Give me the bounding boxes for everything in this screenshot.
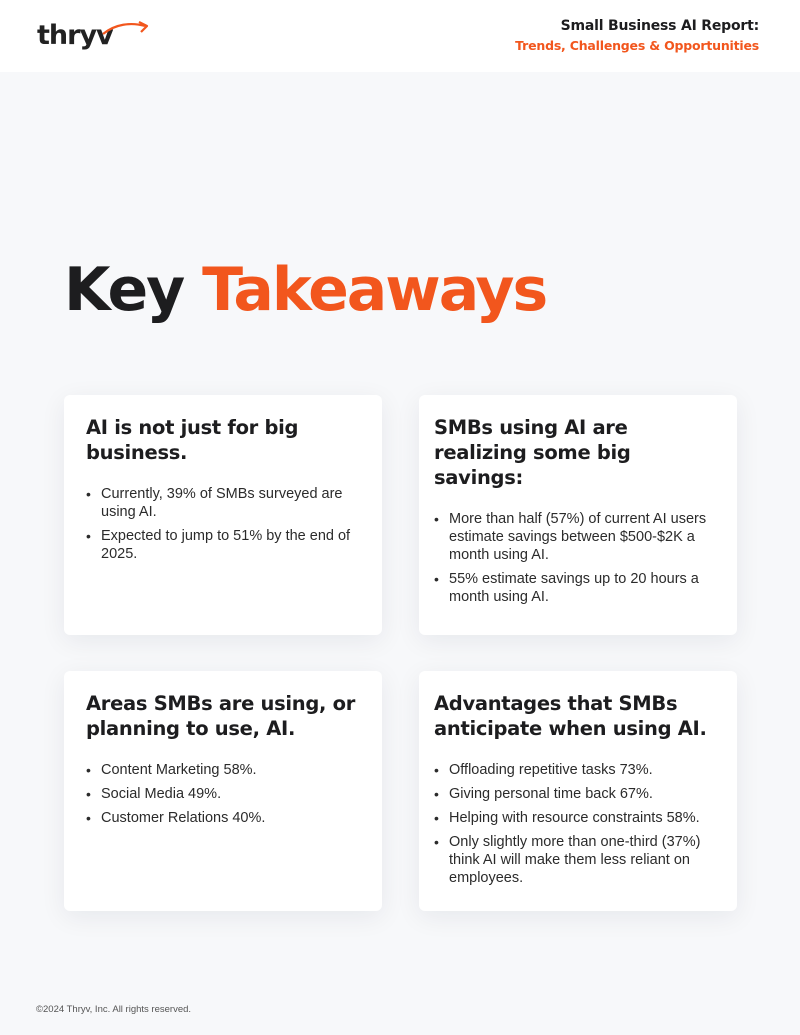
- page-header: [0, 0, 800, 72]
- list-item-text: Currently, 39% of SMBs surveyed are using AI.: [101, 486, 343, 520]
- card-title: Areas SMBs are using, or planning to use, AI.: [86, 692, 356, 740]
- page-title: [64, 252, 546, 328]
- logo-arrow-icon: [101, 20, 153, 40]
- takeaway-card-ai-adoption: [64, 395, 382, 635]
- bullet-icon: •: [86, 786, 91, 802]
- page-title-part1: Key: [64, 255, 184, 325]
- list-item: [86, 785, 360, 803]
- bullet-icon: •: [434, 571, 439, 587]
- list-item-text: Customer Relations 40%.: [101, 810, 266, 826]
- logo-wordmark: thryv: [37, 20, 113, 51]
- list-item: [86, 809, 360, 827]
- card-list: [86, 485, 360, 563]
- card-list: [434, 510, 722, 606]
- list-item-text: 55% estimate savings up to 20 hours a month using AI.: [449, 571, 699, 605]
- list-item: [434, 809, 722, 827]
- thryv-logo: [37, 20, 117, 52]
- card-title: AI is not just for big business.: [86, 416, 299, 464]
- list-item-text: More than half (57%) of current AI users estimate savings between $500-$2K a month using AI.: [449, 511, 707, 563]
- list-item-text: Giving personal time back 67%.: [449, 786, 653, 802]
- list-item: [434, 833, 722, 887]
- bullet-icon: •: [434, 810, 439, 826]
- list-item: [434, 761, 722, 779]
- list-item-text: Social Media 49%.: [101, 786, 222, 802]
- bullet-icon: •: [86, 486, 91, 502]
- report-title: [515, 17, 759, 55]
- bullet-icon: •: [86, 528, 91, 544]
- list-item: [434, 510, 722, 564]
- list-item-text: Offloading repetitive tasks 73%.: [449, 762, 653, 778]
- card-list: [86, 761, 360, 827]
- card-title: SMBs using AI are realizing some big savings:: [434, 416, 631, 489]
- bullet-icon: •: [434, 834, 439, 850]
- list-item: [86, 761, 360, 779]
- takeaway-card-usage-areas: [64, 671, 382, 911]
- report-title-subtitle: Trends, Challenges & Opportunities: [515, 38, 759, 53]
- bullet-icon: •: [434, 786, 439, 802]
- bullet-icon: •: [86, 762, 91, 778]
- card-list: [434, 761, 722, 887]
- takeaway-card-savings: [419, 395, 737, 635]
- bullet-icon: •: [434, 511, 439, 527]
- list-item: [86, 527, 360, 563]
- list-item: [434, 785, 722, 803]
- list-item-text: Only slightly more than one-third (37%) think AI will make them less reliant on employees.: [449, 834, 701, 886]
- card-title: Advantages that SMBs anticipate when using AI.: [434, 692, 707, 740]
- page-title-part2: Takeaways: [202, 255, 547, 325]
- list-item-text: Helping with resource constraints 58%.: [449, 810, 700, 826]
- bullet-icon: •: [434, 762, 439, 778]
- list-item-text: Expected to jump to 51% by the end of 2025.: [101, 528, 351, 562]
- report-title-main: Small Business AI Report:: [560, 18, 759, 34]
- bullet-icon: •: [86, 810, 91, 826]
- list-item: [86, 485, 360, 521]
- footer-copyright: ©2024 Thryv, Inc. All rights reserved.: [36, 1004, 192, 1015]
- list-item: [434, 570, 722, 606]
- takeaway-card-advantages: [419, 671, 737, 911]
- list-item-text: Content Marketing 58%.: [101, 762, 257, 778]
